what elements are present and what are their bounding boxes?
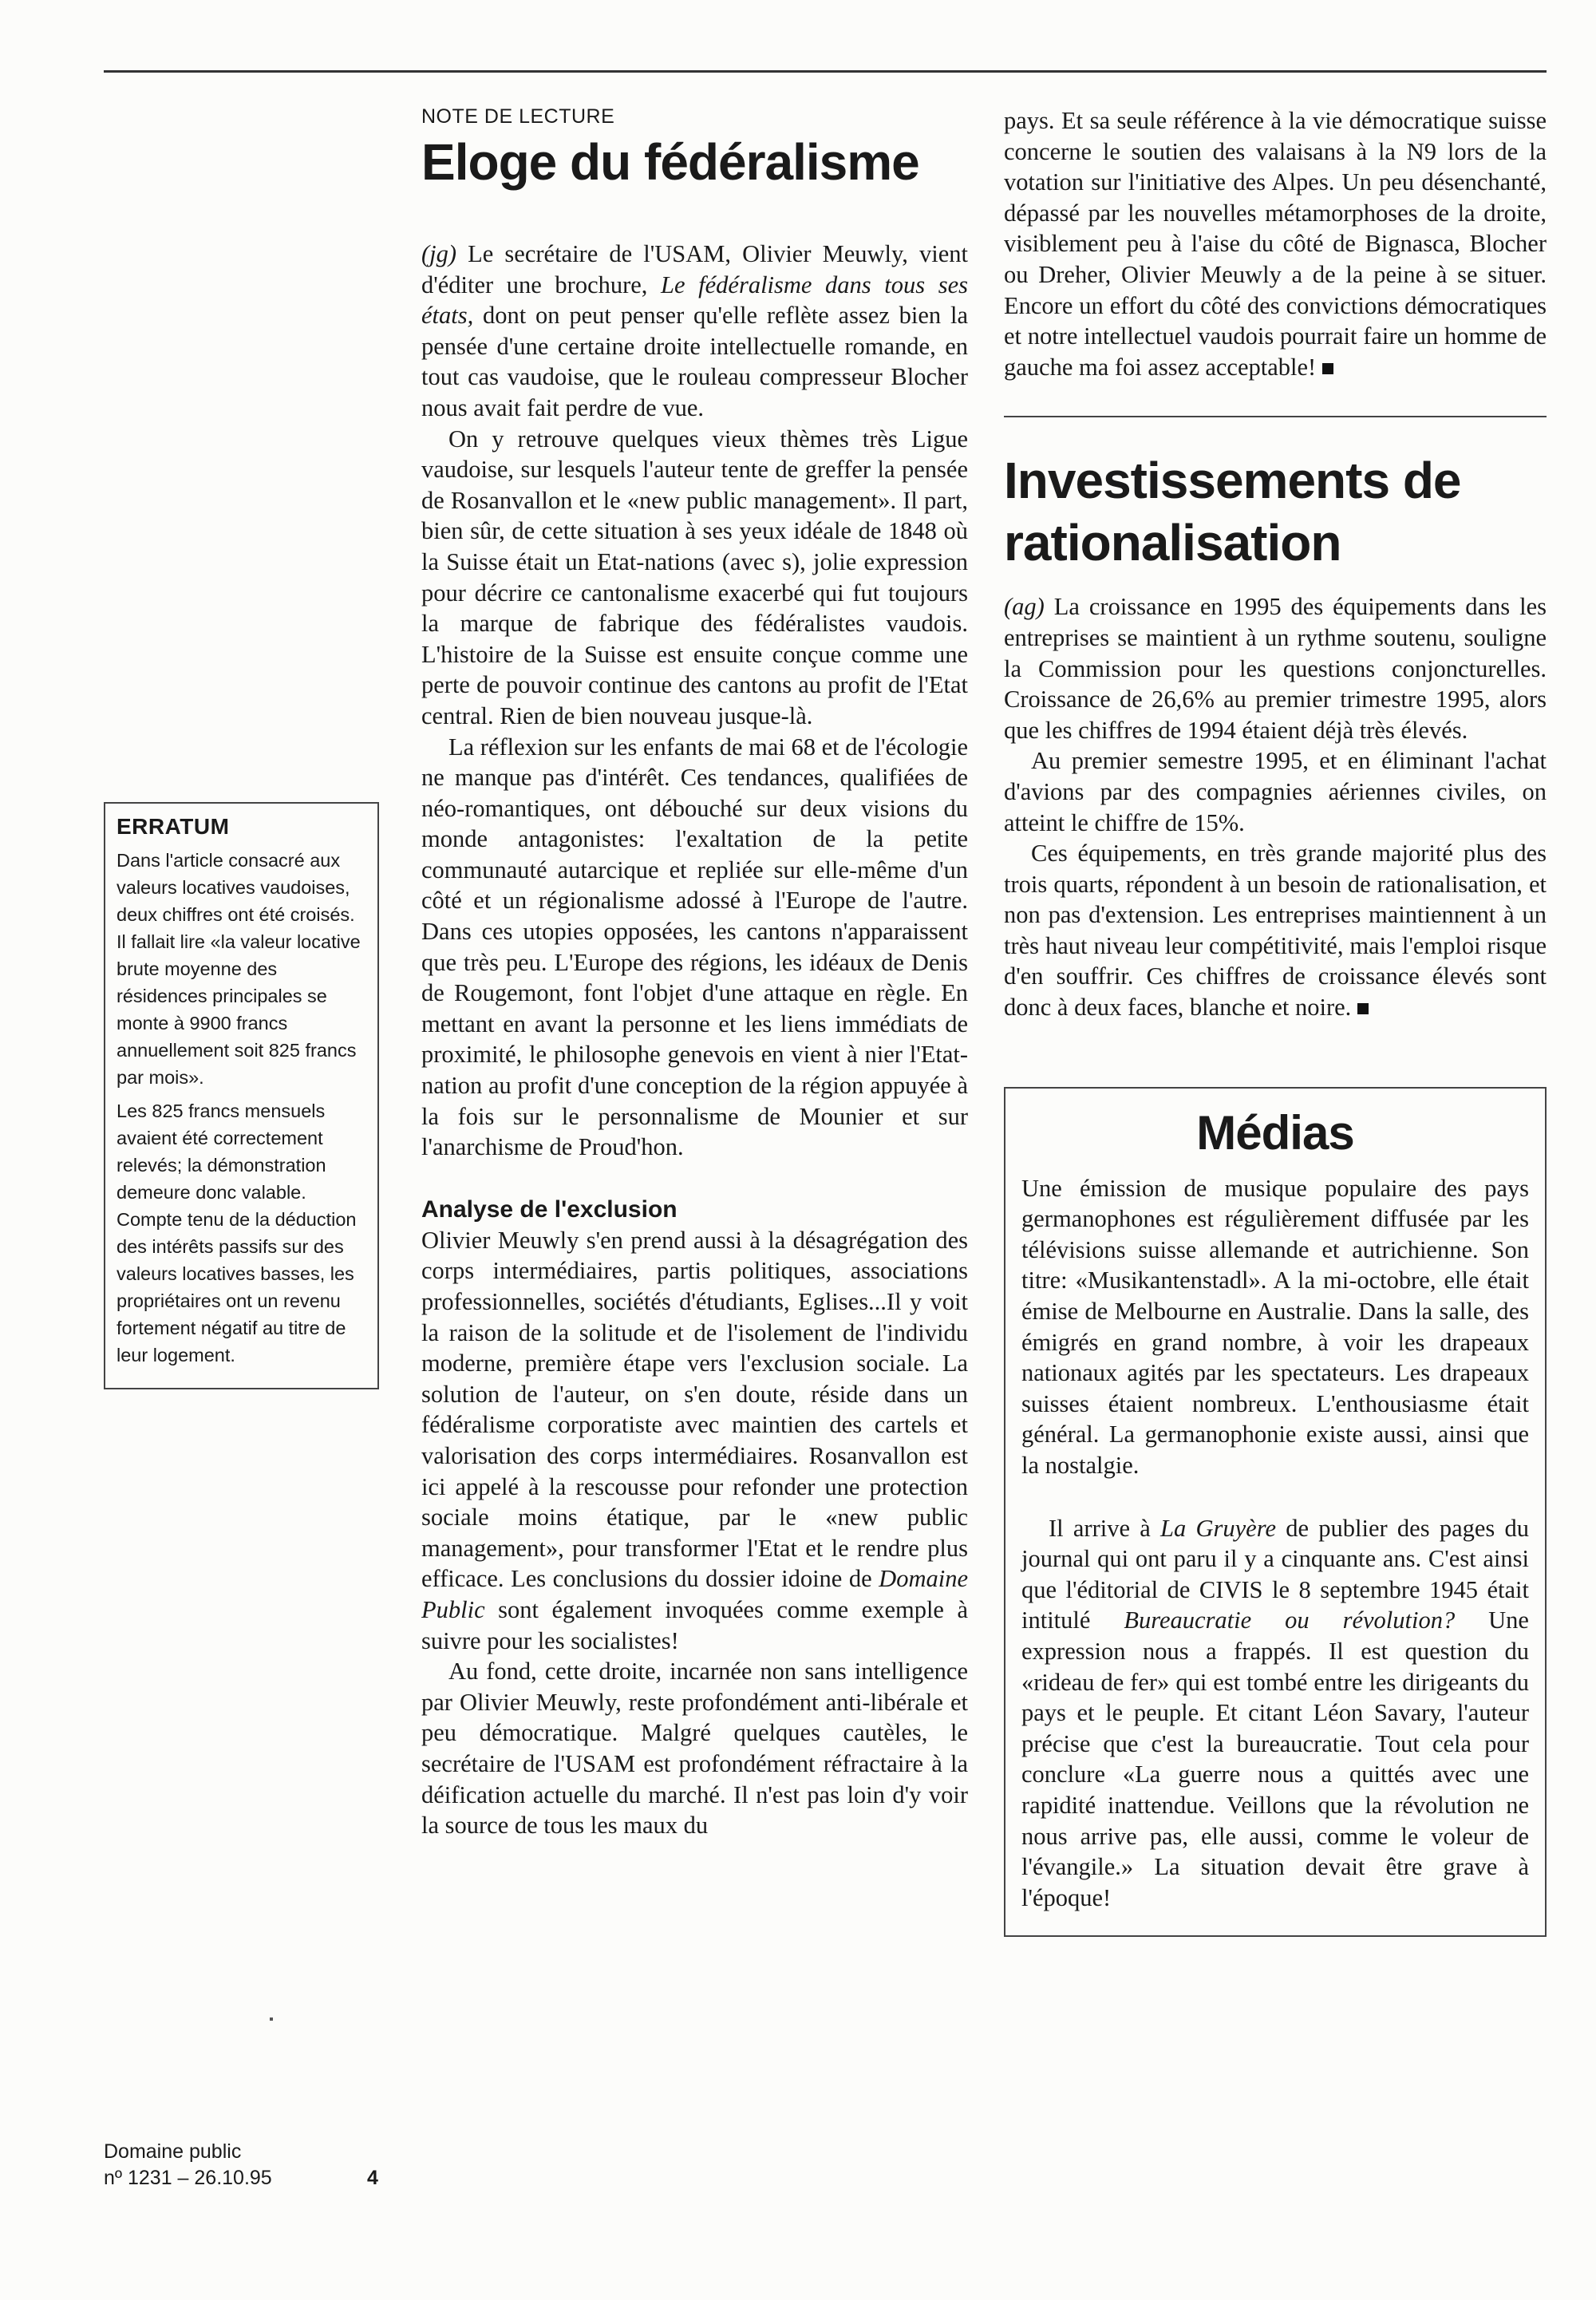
section-kicker: NOTE DE LECTURE — [421, 105, 615, 128]
medias-box — [1004, 1087, 1547, 1938]
author-initials: (ag) — [1004, 593, 1045, 621]
text-span: Il arrive à — [1049, 1514, 1161, 1542]
article-paragraph — [421, 1225, 968, 1656]
article-paragraph — [1004, 838, 1547, 1023]
box-paragraph: Une émission de musique populaire des pays germanophones est régulièrement diffusée par les télévisions suisse allemande et autrichienne. Son titre: «Musikantenstadl». A la mi-octobre, elle était émise de Melbourne en Australie. Dans la salle, des émigrés en grand nombre, à voir les drapeaux nationaux agités par les spectateurs. Les drapeaux suisses étaient nombreux. L'enthousiasme était général. La germanophonie existe aussi, ainsi que la nostalgie. — [1021, 1174, 1529, 1479]
article-paragraph-continued — [1004, 105, 1547, 382]
erratum-paragraph: Dans l'article consacré aux valeurs locatives vaudoises, deux chiffres ont été croisés. Il fallait lire «la valeur locative brute moyenne des résidences principales se monte à 9900 francs annuellement soit 825 francs par mois». — [117, 850, 361, 1088]
article-eloge-federalisme — [421, 105, 968, 1841]
article-paragraph: On y retrouve quelques vieux thèmes très Ligue vaudoise, sur lesquels l'auteur tente de greffer la pensée de Rosanvallon et le «new public management». Il part, bien sûr, de cette situation à ses yeux idéale de 1848 où la Suisse était un Etat-nations (avec s), jolie expression pour décrire ce cantonalisme exacerbé qui fut toujours la marque de fabrique des fédéralistes vaudois. L'histoire de la Suisse est ensuite conçue comme une perte de pouvoir continue des cantons au profit de l'Etat central. Rien de bien nouveau jusque-là. — [421, 425, 968, 729]
text-span: Ces équipements, en très grande majorité plus des trois quarts, répondent à un besoin de rationalisation, et non pas d'extension. Les entreprises maintiennent à un très haut niveau leur compétitivité, mais l'emploi risque d'en souffrir. Ces chiffres de croissance élevés sont donc à deux faces, blanche et noire. — [1004, 840, 1547, 1022]
text-span: Le secrétaire de l'USAM, Olivier Meuwly, vient d'éditer une brochure, — [421, 240, 968, 298]
article-paragraph — [421, 239, 968, 424]
publication-name: Domaine public — [104, 2140, 242, 2163]
text-span: Olivier Meuwly s'en prend aussi à la désagrégation des corps intermédiaires, partis politiques, associations professionnelles, sociétés d'étudiants, Eglises...Il y voit la raison de la solitude et de l'isolement de l'individu moderne, première étape vers l'exclusion sociale. La solution de l'auteur, on s'en doute, réside dans un fédéralisme corporatiste avec maintien des cartels et valorisation des corps intermédiaires. Rosanvallon est ici appelé à la rescousse pour refonder une protection sociale moins étatique, par le «new public management», pour transformer l'Etat et le rendre plus efficace. Les conclusions du dossier idoine de — [421, 1226, 968, 1593]
article-paragraph: Au premier semestre 1995, et en éliminant l'achat d'avions par des compagnies aériennes civiles, on atteint le chiffre de 15%. — [1004, 747, 1547, 836]
box-title: Médias — [1196, 1105, 1354, 1160]
text-span: La croissance en 1995 des équipements dans les entreprises se maintient à un rythme soutenu, souligne la Commission pour les questions conjoncturelles. Croissance de 26,6% au premier trimestre 1995, alors que les chiffres de 1994 étaient déjà très élevés. — [1004, 593, 1547, 744]
erratum-title: ERRATUM — [117, 814, 230, 839]
section-divider — [1004, 416, 1547, 417]
article-paragraph — [1004, 591, 1547, 745]
top-rule — [104, 70, 1547, 73]
page-footer — [104, 2139, 391, 2191]
author-initials: (jg) — [421, 240, 457, 267]
article-paragraph: La réflexion sur les enfants de mai 68 et de l'écologie ne manque pas d'intérêt. Ces tendances, qualifiées de néo-romantiques, ont débouché sur deux visions du monde antagonistes: l'exaltation de la petite communauté autarcique et repliée sur elle-même d'un côté et un régionalisme adossé à l'Europe de l'autre. Dans ces utopies opposées, les cantons n'apparaissent que très peu. L'Europe des régions, les idéaux de Denis de Rougemont, font l'objet d'une attaque en règle. En mettant en avant la personne et les liens immédiats de proximité, le philosophe genevois en vient à nier l'Etat-nation au profit d'une conception de la région appuyée à la fois sur le personnalisme de Mounier et sur l'anarchisme de Proud'hon. — [421, 733, 968, 1161]
text-span: Une expression nous a frappés. Il est question du «rideau de fer» qui est tombé entre les dirigeants du pays et le peuple. Et citant Léon Savary, l'auteur précise que c'est la bureaucratie. Tout cela pour conclure «La guerre nous a quittés avec une rapidité inattendue. Veillons que la révolution ne nous arrive pas, elle aussi, comme le voleur de l'évangile.» La situation devait être grave à l'époque! — [1021, 1606, 1529, 1911]
newspaper-name: La Gruyère — [1160, 1514, 1276, 1542]
publication-reference: Domaine Public — [421, 1565, 968, 1623]
box-paragraph — [1021, 1513, 1529, 1914]
issue-info: nº 1231 – 26.10.95 — [104, 2167, 272, 2189]
article-title: Eloge du fédéralisme — [421, 133, 919, 191]
page-number: 4 — [367, 2167, 378, 2189]
subheading: Analyse de l'exclusion — [421, 1195, 678, 1223]
article-paragraph: Au fond, cette droite, incarnée non sans intelligence par Olivier Meuwly, reste profondément anti-libérale et peu démocratique. Malgré quelques cautèles, le secrétaire de l'USAM est profondément réfractaire à la déification actuelle du marché. Il n'est pas loin d'y voir la source de tous les maux du — [421, 1658, 968, 1840]
book-title: Le fédéralisme dans tous ses états, — [421, 271, 968, 330]
erratum-box — [104, 802, 379, 1389]
right-column — [1004, 105, 1547, 1937]
end-mark-icon — [1322, 363, 1333, 374]
text-span: pays. Et sa seule référence à la vie démocratique suisse concerne le soutien des valaisans à la N9 lors de la votation sur l'initiative des Alpes. Un peu désenchanté, dépassé par les nouvelles métamorphoses de la droite, visiblement peu à l'aise du côté de Bignasca, Blocher ou Dreher, Olivier Meuwly a de la peine à se situer. Encore un effort du côté des convictions démocratiques et notre intellectuel vaudois pourrait faire un homme de gauche ma foi assez acceptable! — [1004, 107, 1547, 381]
text-span: sont également invoquées comme exemple à suivre pour les socialistes! — [421, 1595, 968, 1654]
editorial-title: Bureaucratie ou révolution? — [1124, 1606, 1456, 1634]
print-speck — [270, 2017, 273, 2021]
end-mark-icon — [1357, 1003, 1369, 1014]
erratum-paragraph: Les 825 francs mensuels avaient été correctement relevés; la démonstration demeure donc valable. Compte tenu de la déduction des intérêts passifs sur des valeurs locatives basses, les propriétaires ont un revenu fortement négatif au titre de leur logement. — [117, 1101, 357, 1365]
text-span: dont on peut penser qu'elle reflète assez bien la pensée d'une certaine droite intellectuelle romande, en tout cas vaudoise, que le rouleau compresseur Blocher nous avait fait perdre de vue. — [421, 302, 968, 421]
text-span: de publier des pages du journal qui ont paru il y a cinquante ans. C'est ainsi que l'éditorial de CIVIS le 8 septembre 1945 était intitulé — [1021, 1514, 1530, 1634]
article-title: Investissements de rationalisation — [1004, 452, 1461, 572]
left-column — [104, 802, 379, 1389]
